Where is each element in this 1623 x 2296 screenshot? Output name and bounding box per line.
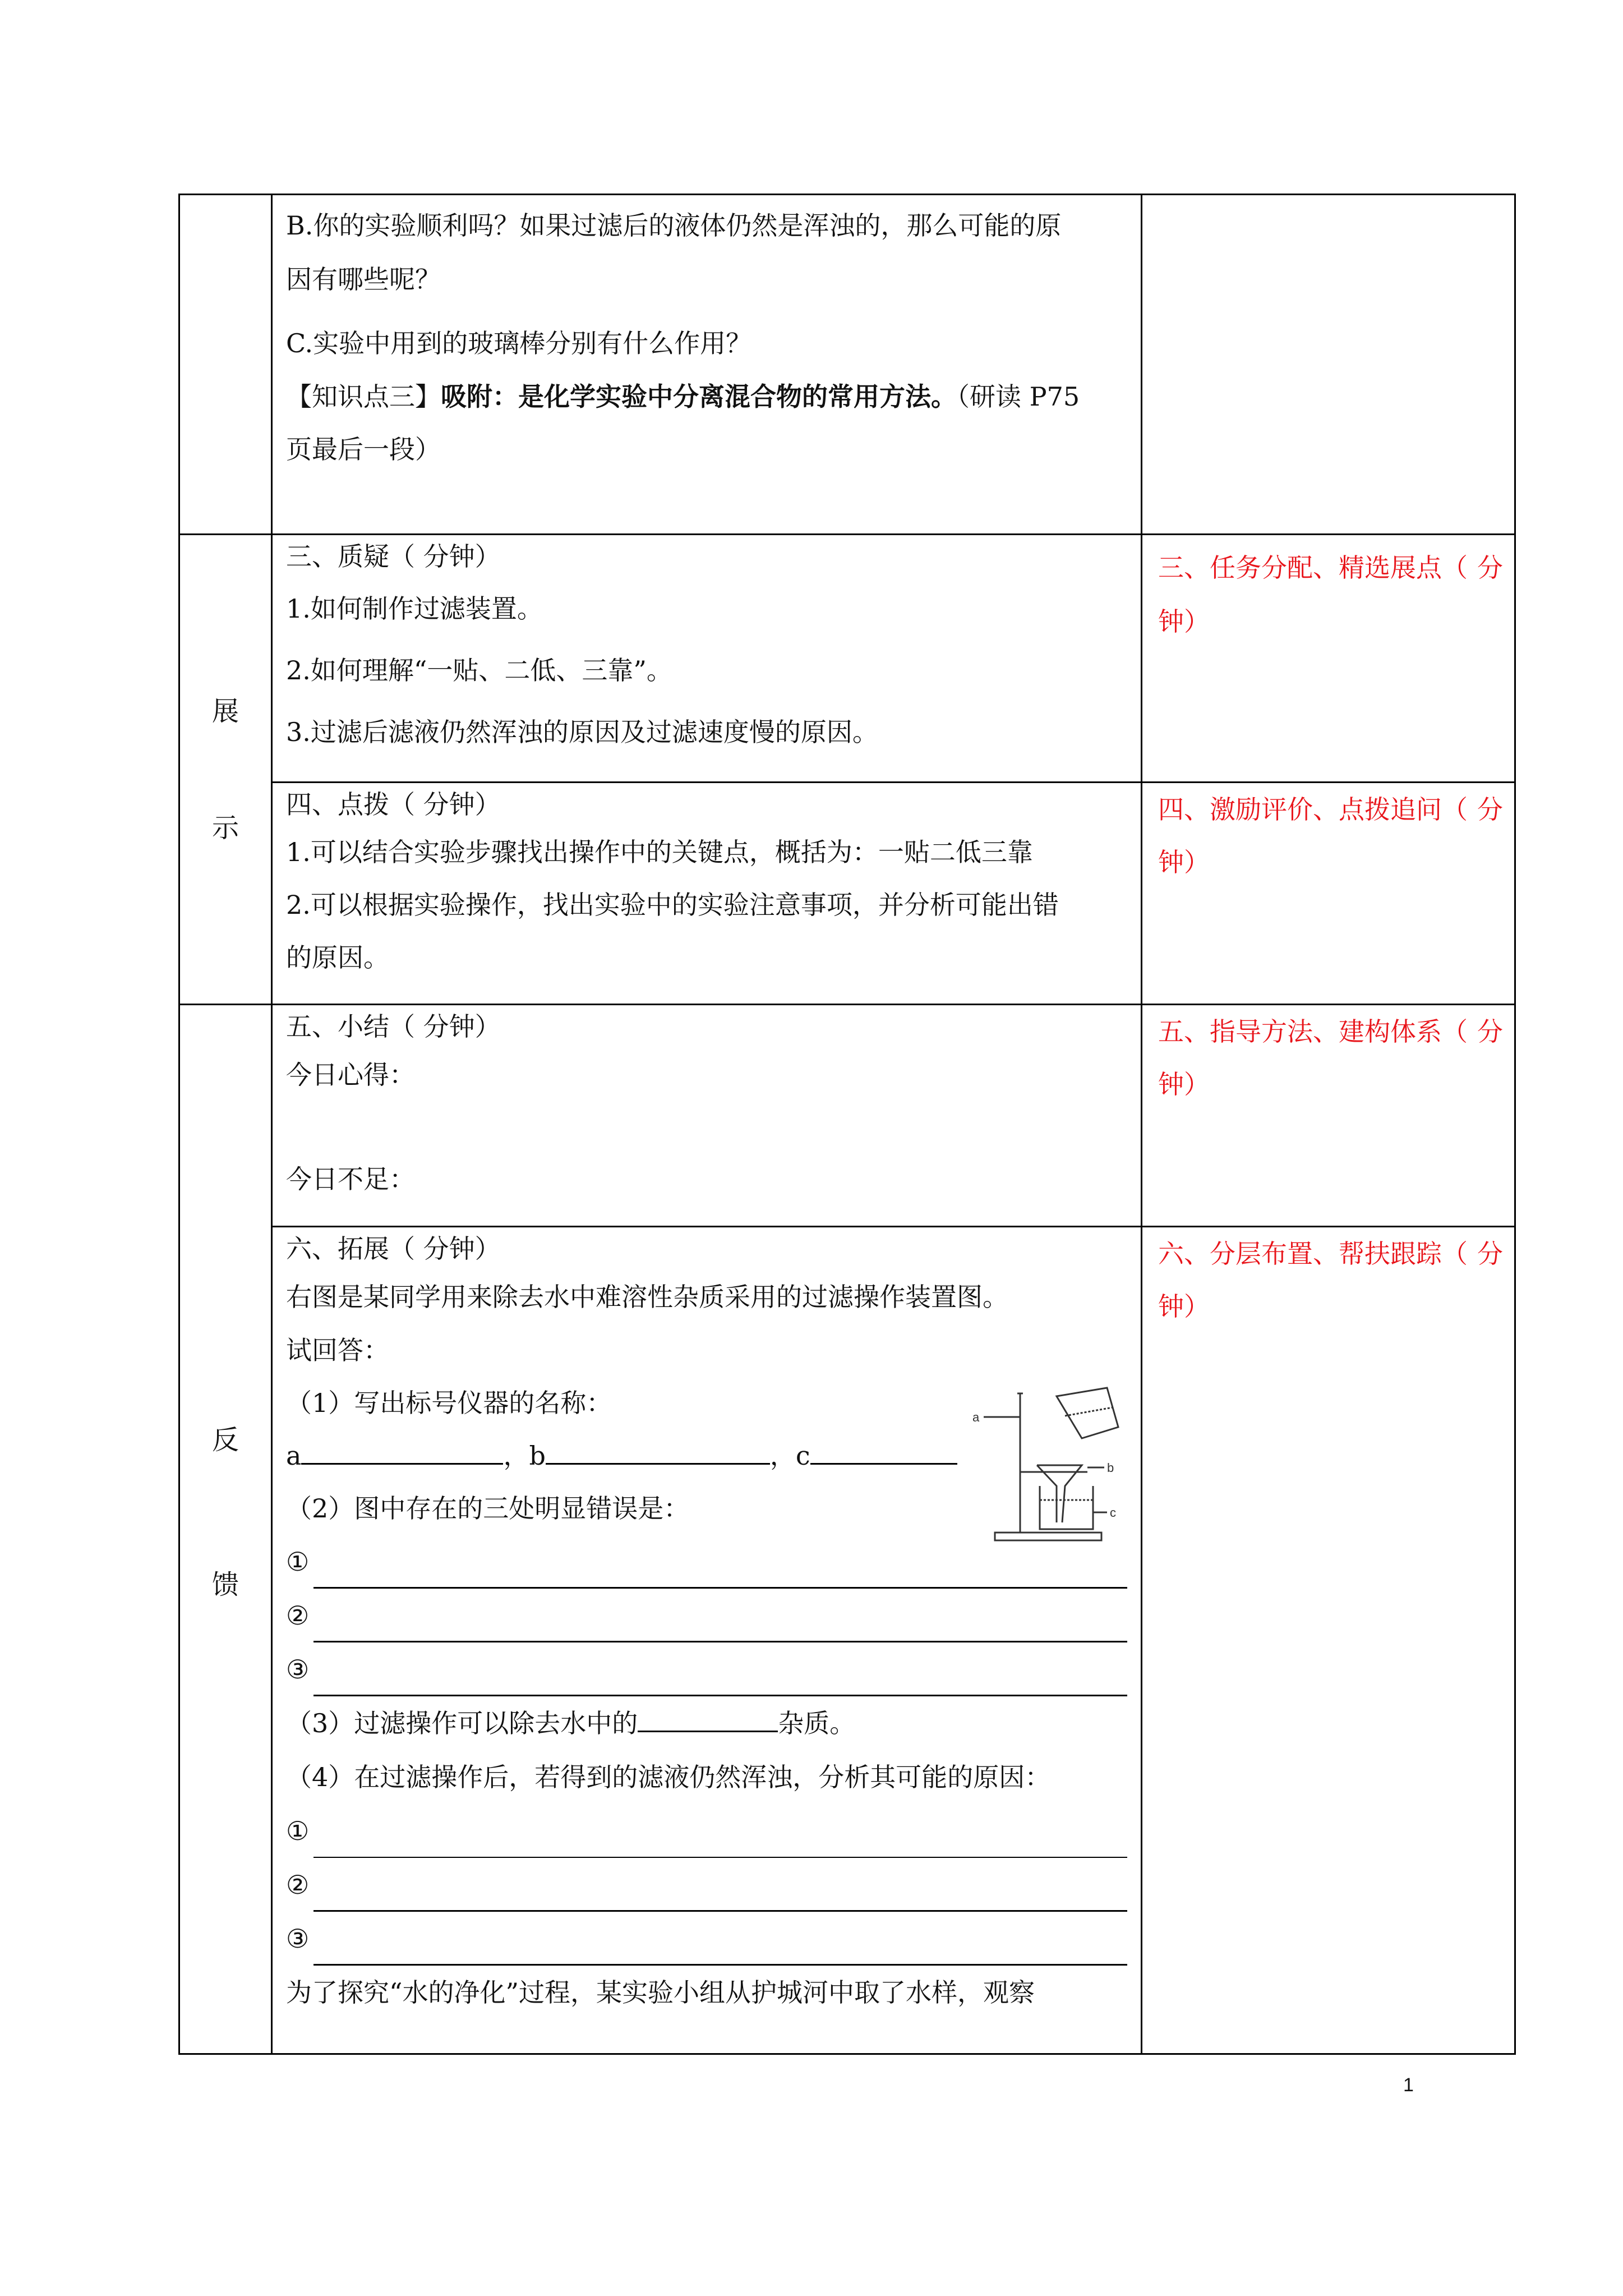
fig-label-a: a — [972, 1410, 980, 1424]
extension-p2: （2）图中存在的三处明显错误是： — [286, 1493, 690, 1524]
error-blank-3[interactable] — [313, 1672, 1127, 1696]
reason-line-1 — [286, 1804, 1127, 1858]
content-cell-top — [272, 195, 1142, 535]
reason-blank-2[interactable] — [313, 1888, 1127, 1912]
content-cell-summary — [272, 1005, 1142, 1227]
reason-circle-2: ② — [286, 1870, 310, 1900]
error-line-2 — [286, 1589, 1127, 1642]
section-5-title: 五、小结（ 分钟） — [286, 1011, 501, 1042]
kp-suffix: （研读 P75 — [957, 381, 1080, 412]
doubt-item-3: 3.过滤后滤液仍然浑浊的原因及过滤速度慢的原因。 — [286, 717, 878, 747]
blank-a[interactable] — [301, 1435, 503, 1465]
row-guidance — [179, 783, 1515, 1005]
blank-b-label: ，b — [503, 1441, 546, 1471]
teacher-cell-top — [1142, 195, 1515, 535]
teacher-5-fen: 分 — [1477, 1016, 1503, 1047]
kp-prefix: 【知识点三】 — [286, 381, 441, 412]
blank-a-label: a — [286, 1441, 302, 1471]
summary-lack: 今日不足： — [286, 1164, 415, 1194]
teacher-4-zhong: 钟） — [1158, 847, 1210, 877]
extension-p4: （4）在过滤操作后，若得到的滤液仍然浑浊，分析其可能的原因： — [286, 1762, 1051, 1792]
teacher-cell-4 — [1142, 783, 1515, 1005]
reason-circle-3: ③ — [286, 1924, 310, 1954]
section-label-empty — [179, 195, 272, 535]
error-line-3 — [286, 1642, 1127, 1696]
summary-gain: 今日心得： — [286, 1060, 415, 1090]
blank-c-label: ，c — [769, 1441, 810, 1471]
row-continuation — [179, 195, 1515, 535]
teacher-3-fen: 分 — [1477, 553, 1503, 583]
teacher-3-text: 三、任务分配、精选展点（ — [1158, 553, 1468, 583]
teacher-cell-5 — [1142, 1005, 1515, 1227]
row-doubt — [179, 535, 1515, 783]
teacher-3-zhong: 钟） — [1158, 606, 1210, 637]
circle-2: ② — [286, 1600, 310, 1631]
fig-label-c: c — [1110, 1506, 1116, 1520]
reason-blank-1[interactable] — [313, 1834, 1127, 1858]
guidance-item-2-cont: 的原因。 — [286, 942, 389, 973]
impurity-blank[interactable] — [638, 1703, 778, 1732]
content-cell-extension — [272, 1227, 1142, 2054]
error-blank-2[interactable] — [313, 1618, 1127, 1642]
page-number: 1 — [1403, 2074, 1414, 2096]
error-blank-1[interactable] — [313, 1565, 1127, 1589]
section-4-title: 四、点拨（ 分钟） — [286, 789, 501, 820]
teacher-5-text: 五、指导方法、建构体系（ — [1158, 1016, 1468, 1047]
reason-line-3 — [286, 1912, 1127, 1966]
question-c: C.实验中用到的玻璃棒分别有什么作用？ — [286, 328, 752, 358]
kp-bold: 吸附：是化学实验中分离混合物的常用方法。 — [441, 381, 957, 412]
guidance-item-1: 1.可以结合实验步骤找出操作中的关键点，概括为：一贴二低三靠 — [286, 837, 1033, 867]
teacher-5-zhong: 钟） — [1158, 1069, 1210, 1099]
lesson-table — [178, 194, 1516, 2055]
fig-label-b: b — [1107, 1461, 1114, 1475]
doubt-item-1: 1.如何制作过滤装置。 — [286, 593, 543, 624]
teacher-cell-6 — [1142, 1227, 1515, 2054]
section-label-display — [179, 535, 272, 1005]
label-shi: 示 — [211, 812, 239, 844]
label-fan: 反 — [211, 1424, 239, 1456]
guidance-item-2: 2.可以根据实验操作，找出实验中的实验注意事项，并分析可能出错 — [286, 890, 1059, 920]
knowledge-point-3 — [286, 370, 1127, 423]
circle-3: ③ — [286, 1654, 310, 1685]
label-zhan: 展 — [211, 695, 239, 727]
p3-suffix: 杂质。 — [778, 1708, 856, 1738]
content-cell-guidance — [272, 783, 1142, 1005]
content-cell-doubt — [272, 535, 1142, 783]
teacher-6-zhong: 钟） — [1158, 1291, 1210, 1322]
section-label-feedback — [179, 1005, 272, 2054]
p3-prefix: （3）过滤操作可以除去水中的 — [286, 1708, 638, 1738]
knowledge-point-3-line2: 页最后一段） — [286, 434, 441, 464]
row-summary — [179, 1005, 1515, 1227]
teacher-4-fen: 分 — [1477, 794, 1503, 825]
teacher-6-fen: 分 — [1477, 1239, 1503, 1269]
question-b-line2: 因有哪些呢？ — [286, 264, 441, 295]
blank-c[interactable] — [810, 1435, 957, 1465]
teacher-6-text: 六、分层布置、帮扶跟踪（ — [1158, 1239, 1468, 1269]
extension-p1: （1）写出标号仪器的名称： — [286, 1388, 612, 1418]
section-3-title: 三、质疑（ 分钟） — [286, 541, 501, 572]
extension-p3 — [286, 1696, 1127, 1750]
circle-1: ① — [286, 1547, 310, 1577]
question-b-line1: B.你的实验顺利吗？如果过滤后的液体仍然是浑浊的，那么可能的原 — [286, 210, 1062, 241]
teacher-cell-3 — [1142, 535, 1515, 783]
extension-last-line: 为了探究“水的净化”过程，某实验小组从护城河中取了水样，观察 — [286, 1977, 1035, 2008]
filtration-apparatus-figure — [972, 1382, 1141, 1550]
row-extension — [179, 1227, 1515, 2054]
reason-line-2 — [286, 1858, 1127, 1912]
teacher-4-text: 四、激励评价、点拨追问（ — [1158, 794, 1468, 825]
reason-blank-3[interactable] — [313, 1941, 1127, 1966]
extension-ask: 试回答： — [286, 1335, 389, 1365]
label-kui: 馈 — [211, 1569, 239, 1600]
reason-circle-1: ① — [286, 1816, 310, 1846]
extension-intro: 右图是某同学用来除去水中难溶性杂质采用的过滤操作装置图。 — [286, 1282, 1008, 1312]
doubt-item-2: 2.如何理解“一贴、二低、三靠”。 — [286, 655, 672, 685]
blank-b[interactable] — [546, 1435, 770, 1465]
section-6-title: 六、拓展（ 分钟） — [286, 1234, 501, 1264]
